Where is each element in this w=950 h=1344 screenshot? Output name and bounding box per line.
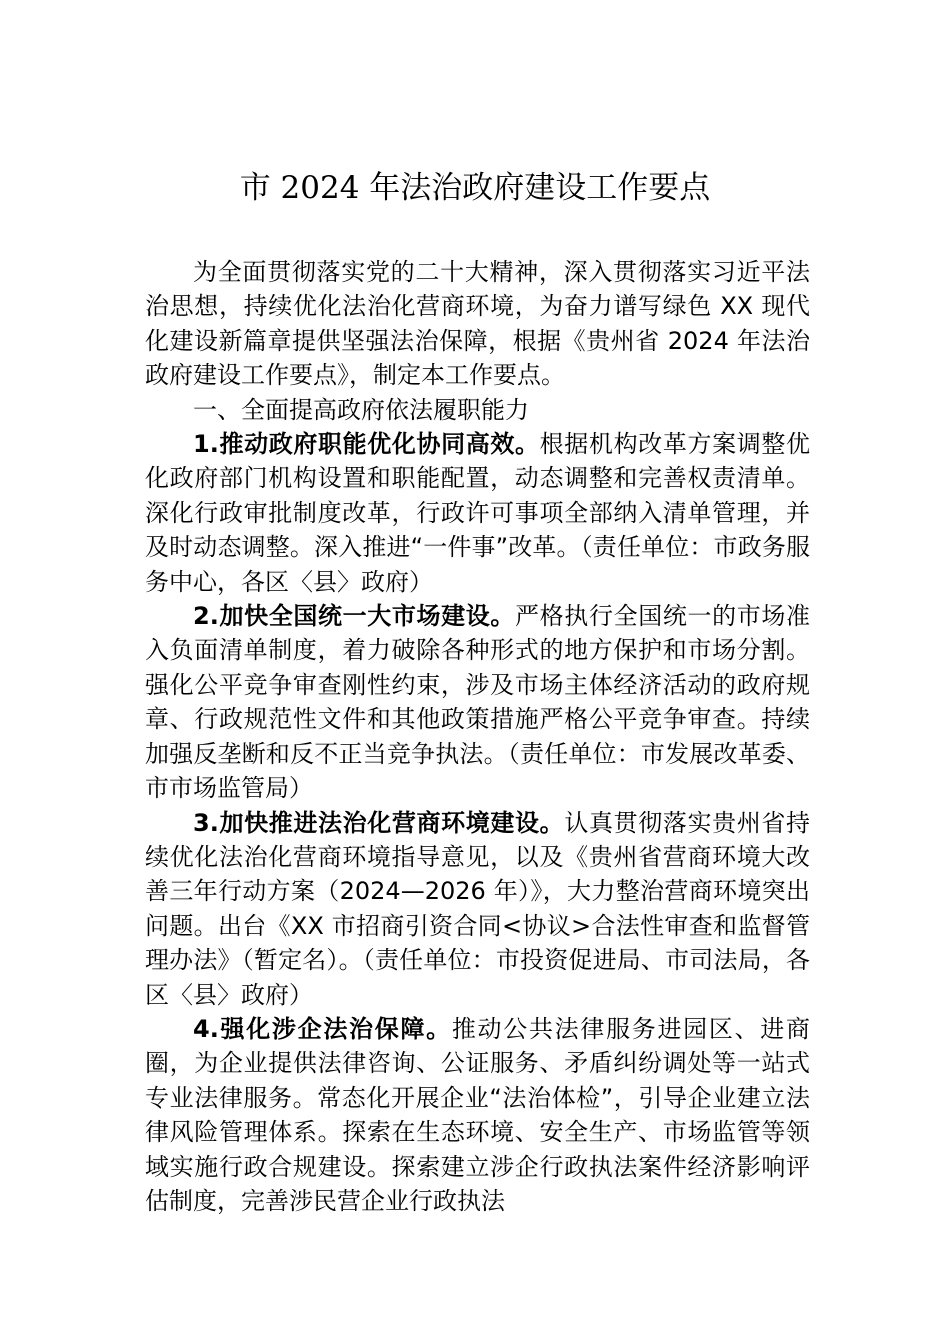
paragraph-item-2	[145, 599, 810, 805]
paragraph-item-3	[145, 806, 810, 1012]
section-heading-text: 一、全面提高政府依法履职能力	[193, 395, 529, 424]
paragraph-text: 严格执行全国统一的市场准入负面清单制度，着力破除各种形式的地方保护和市场分割。强化公平竞争审查刚性约束，涉及市场主体经济活动的政府规章、行政规范性文件和其他政策措施严格公平竞争审查。持续加强反垄断和反不正当竞争执法。（责任单位：市发展改革委、市市场监管局）	[145, 602, 810, 803]
document-title: 市 2024 年法治政府建设工作要点	[239, 170, 711, 206]
paragraph-text: 为全面贯彻落实党的二十大精神，深入贯彻落实习近平法治思想，持续优化法治化营商环境，为奋力谱写绿色 XX 现代化建设新篇章提供坚强法治保障，根据《贵州省 2024 年法治政府建设工作要点》，制定本工作要点。	[145, 258, 810, 390]
section-heading-1	[145, 393, 810, 427]
paragraph-lead: 4.强化涉企法治保障。	[193, 1014, 452, 1043]
paragraph-item-1	[145, 427, 810, 599]
paragraph-text: 认真贯彻落实贵州省持续优化法治化营商环境指导意见，以及《贵州省营商环境大改善三年行动方案（2024—2026 年）》，大力整治营商环境突出问题。出台《XX 市招商引资合同<协议>合法性审查和监督管理办法》（暂定名）。（责任单位：市投资促进局、市司法局，各区〈县〉政府）	[145, 808, 811, 1009]
paragraph-text: 推动公共法律服务进园区、进商圈，为企业提供法律咨询、公证服务、矛盾纠纷调处等一站式专业法律服务。常态化开展企业“法治体检”，引导企业建立法律风险管理体系。探索在生态环境、安全生产、市场监管等领域实施行政合规建设。探索建立涉企行政执法案件经济影响评估制度，完善涉民营企业行政执法	[145, 1014, 810, 1215]
paragraph-lead: 3.加快推进法治化营商环境建设。	[193, 808, 565, 837]
paragraph-lead: 2.加快全国统一大市场建设。	[193, 602, 516, 631]
paragraph-lead: 1.推动政府职能优化协同高效。	[193, 430, 540, 459]
document-body	[145, 255, 810, 1218]
paragraph-intro	[145, 255, 810, 393]
paragraph-item-4	[145, 1012, 810, 1218]
paragraph-text: 根据机构改革方案调整优化政府部门机构设置和职能配置，动态调整和完善权责清单。深化行政审批制度改革，行政许可事项全部纳入清单管理，并及时动态调整。深入推进“一件事”改革。（责任单位：市政务服务中心，各区〈县〉政府）	[145, 430, 810, 596]
